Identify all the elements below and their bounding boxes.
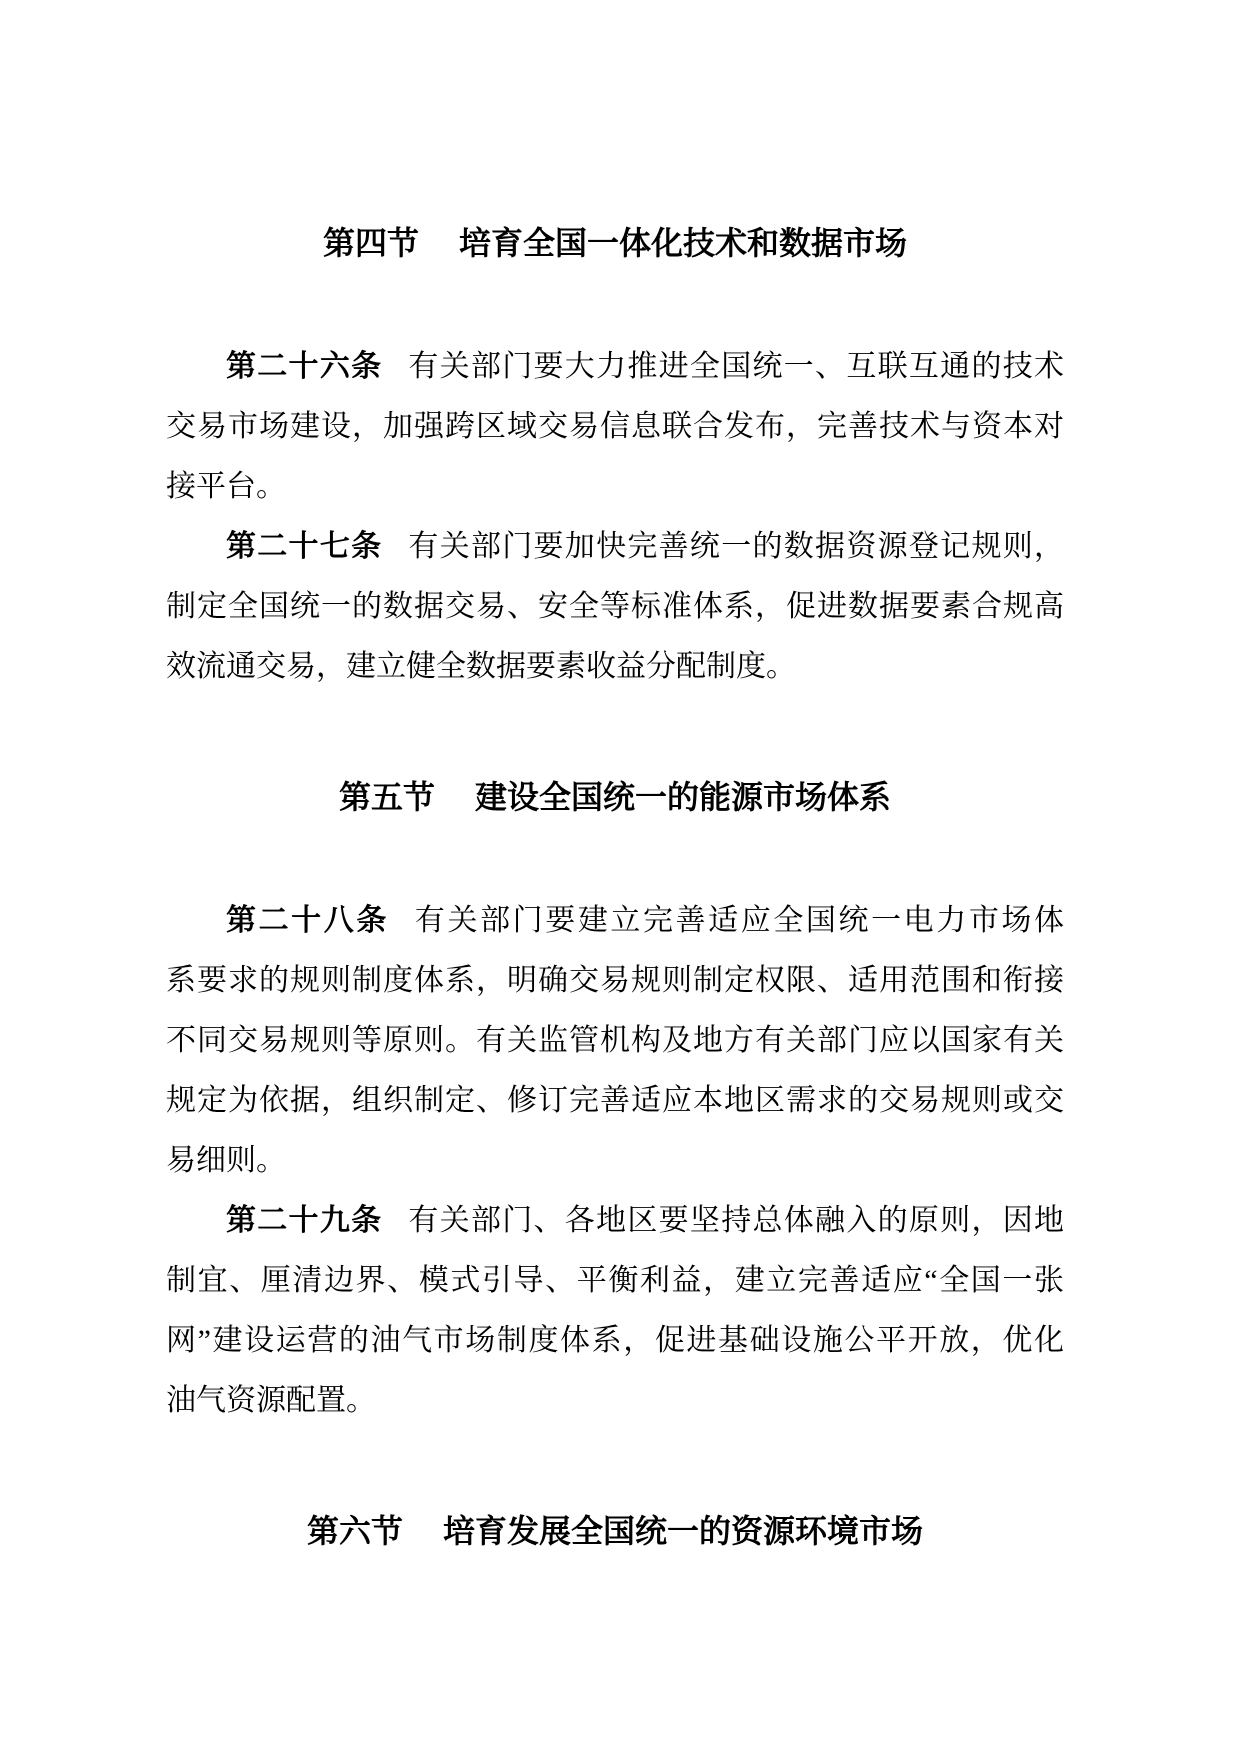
text-line: [166, 637, 1064, 697]
article-paragraph: [166, 1191, 1064, 1431]
line-text: 油气资源配置。: [166, 1384, 376, 1417]
section-number: 第四节: [322, 225, 419, 261]
line-text: 网”建设运营的油气市场制度体系，促进基础设施公平开放，优化: [166, 1324, 1064, 1357]
article-paragraph: [166, 517, 1064, 697]
section-number: 第六节: [306, 1513, 403, 1549]
text-line: [166, 891, 1064, 951]
line-text: 效流通交易，建立健全数据要素收益分配制度。: [166, 650, 796, 683]
text-line: [166, 457, 1064, 517]
line-text: 不同交易规则等原则。有关监管机构及地方有关部门应以国家有关: [166, 1024, 1064, 1057]
text-line: [166, 1011, 1064, 1071]
section-title: 培育全国一体化技术和数据市场: [459, 225, 908, 261]
line-text: 系要求的规则制度体系，明确交易规则制定权限、适用范围和衔接: [166, 964, 1064, 997]
text-line: [166, 1191, 1064, 1251]
document-content: [166, 213, 1064, 1625]
article-number-label: 第二十七条: [226, 530, 383, 563]
article-number-label: 第二十六条: [226, 350, 383, 383]
section-heading: [166, 767, 1064, 827]
text-line: [166, 1311, 1064, 1371]
line-text: 制定全国统一的数据交易、安全等标准体系，促进数据要素合规高: [166, 590, 1064, 623]
line-text: 易细则。: [166, 1144, 286, 1177]
text-line: [166, 577, 1064, 637]
line-text: 有关部门要建立完善适应全国统一电力市场体: [414, 904, 1064, 937]
text-line: [166, 337, 1064, 397]
line-text: 制宜、厘清边界、模式引导、平衡利益，建立完善适应“全国一张: [166, 1264, 1064, 1297]
section-heading: [166, 213, 1064, 273]
article-number-label: 第二十八条: [226, 904, 389, 937]
article-number-label: 第二十九条: [226, 1204, 383, 1237]
text-line: [166, 517, 1064, 577]
line-text: 规定为依据，组织制定、修订完善适应本地区需求的交易规则或交: [166, 1084, 1064, 1117]
article-paragraph: [166, 891, 1064, 1191]
text-line: [166, 1251, 1064, 1311]
text-line: [166, 951, 1064, 1011]
section-heading: [166, 1501, 1064, 1561]
text-line: [166, 1071, 1064, 1131]
line-text: 有关部门、各地区要坚持总体融入的原则，因地: [408, 1204, 1064, 1237]
section-number: 第五节: [338, 779, 435, 815]
text-line: [166, 1131, 1064, 1191]
text-line: [166, 397, 1064, 457]
line-text: 有关部门要大力推进全国统一、互联互通的技术: [408, 350, 1064, 383]
text-line: [166, 1371, 1064, 1431]
line-text: 接平台。: [166, 470, 286, 503]
line-text: 交易市场建设，加强跨区域交易信息联合发布，完善技术与资本对: [166, 410, 1064, 443]
line-text: 有关部门要加快完善统一的数据资源登记规则，: [408, 530, 1064, 563]
section-title: 建设全国统一的能源市场体系: [475, 779, 892, 815]
section-title: 培育发展全国统一的资源环境市场: [443, 1513, 924, 1549]
article-paragraph: [166, 337, 1064, 517]
